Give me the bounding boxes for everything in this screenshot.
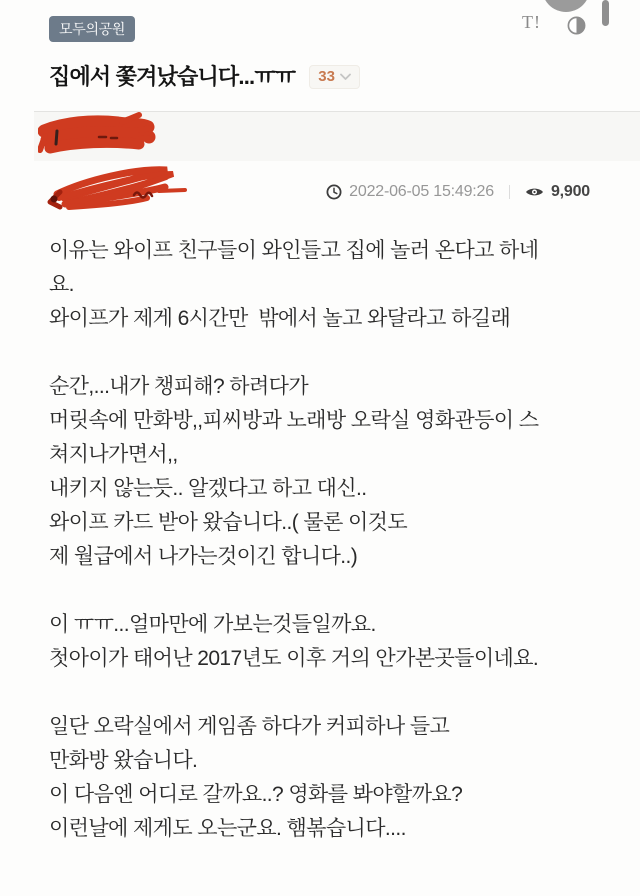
body-text-line: 만화방 왔습니다.: [49, 749, 198, 772]
chevron-down-icon: [340, 73, 351, 81]
body-text-line: 순간,...내가 챙피해? 하려다가: [49, 375, 309, 398]
meta-divider: [509, 185, 510, 199]
post-date: 2022-06-05 15:49:26: [349, 183, 494, 200]
scrollbar-thumb[interactable]: [602, 0, 609, 26]
clock-icon: [326, 184, 342, 200]
redaction-scribble-author: [38, 112, 156, 165]
body-text-line: 첫아이가 태어난 2017년도 이후 거의 안가본곳들이네요.: [49, 647, 539, 670]
post-title: 집에서 쫓겨났습니다...ㅠㅠ: [49, 64, 296, 89]
contrast-toggle-icon[interactable]: [567, 16, 586, 35]
body-text-line: 머릿속에 만화방,,피씨방과 노래방 오락실 영화관등이 스: [49, 409, 539, 432]
body-text-line: 내키지 않는듯.. 알겠다고 하고 대신..: [49, 477, 367, 500]
body-text-line: 일단 오락실에서 게임좀 하다가 커피하나 들고: [49, 715, 450, 738]
body-text-line: 제 월급에서 나가는것이긴 합니다..): [49, 545, 358, 568]
body-text-line: 이런날에 제게도 오는군요. 햄볶습니다....: [49, 817, 406, 840]
redaction-scribble-signature: [46, 164, 188, 216]
post-body: [49, 234, 634, 846]
comment-count-badge[interactable]: [309, 65, 360, 89]
body-text-line: 이유는 와이프 친구들이 와인들고 집에 놀러 온다고 하네: [49, 239, 539, 262]
body-text-line: 이 다음엔 어디로 갈까요..? 영화를 봐야할까요?: [49, 783, 463, 806]
body-text-line: [49, 676, 634, 710]
body-text-line: 이 ㅠㅠ...얼마만에 가보는것들일까요.: [49, 613, 376, 636]
body-text-line: 와이프 카드 받아 왔습니다..( 물론 이것도: [49, 511, 408, 534]
body-text-line: [49, 574, 634, 608]
category-badge[interactable]: 모두의공원: [49, 16, 135, 42]
body-text-line: 쳐지나가면서,,: [49, 443, 178, 466]
body-text-line: 요.: [49, 273, 74, 296]
comment-count: 33: [318, 68, 335, 85]
profile-circle-icon[interactable]: [542, 0, 590, 12]
eye-icon: [525, 186, 544, 198]
title-row: [49, 60, 360, 91]
body-text-line: 와이프가 제게 6시간만 밖에서 놀고 와달라고 하길래: [49, 307, 511, 330]
view-count: 9,900: [550, 183, 590, 200]
toolbar-text-fragment[interactable]: T!: [522, 12, 541, 32]
body-text-line: [49, 336, 634, 370]
post-meta: [326, 182, 590, 202]
